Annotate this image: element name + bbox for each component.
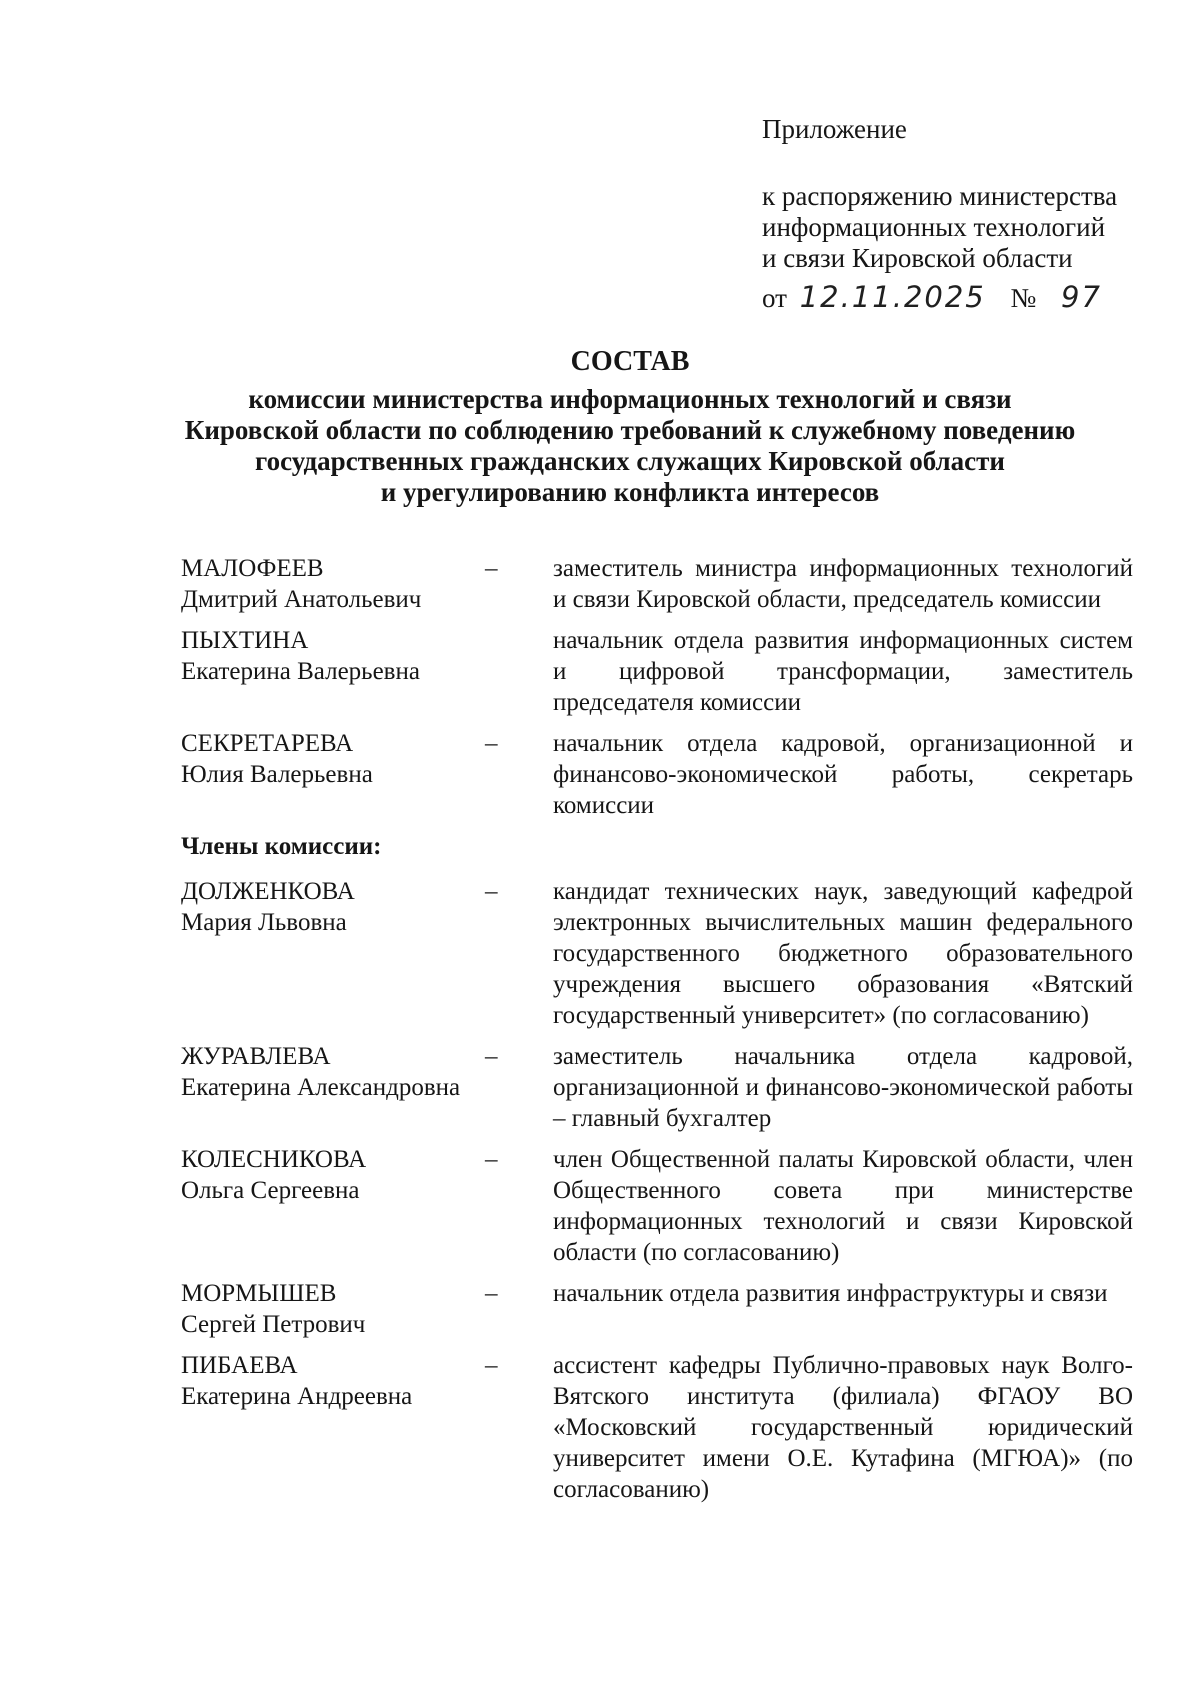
member-row [181,1350,1131,1505]
member-given-name: Сергей Петрович [181,1311,366,1338]
member-surname: ПЫХТИНА [181,627,309,654]
member-given-name: Мария Львовна [181,909,347,936]
dash-separator: – [485,1280,498,1307]
subtitle-line: и урегулированию конфликта интересов [380,477,880,507]
member-name [181,625,481,687]
member-surname: ЖУРАВЛЕВА [181,1043,331,1070]
member-given-name: Екатерина Андреевна [181,1383,413,1410]
handwritten-number: 97 [1061,280,1102,314]
member-name [181,1278,481,1340]
order-reference-line: к распоряжению министерства [762,181,1118,211]
member-row [181,876,1131,1031]
member-role: член Общественной палаты Кировской области, член Общественного совета при министерстве информационных технологий и связи Кировской области (по согласованию) [553,1146,1133,1266]
member-name [181,1350,481,1412]
from-label: от [762,283,787,313]
order-reference [762,181,1117,274]
document-subtitle [130,384,1130,508]
member-surname: ПИБАЕВА [181,1352,298,1379]
commission-list [181,553,1131,1515]
member-row [181,1278,1131,1340]
member-role: начальник отдела развития инфраструктуры и связи [553,1280,1108,1307]
appendix-heading: Приложение [762,114,907,144]
order-reference-line: информационных технологий [762,212,1106,242]
order-date-number [762,280,1102,315]
member-surname: КОЛЕСНИКОВА [181,1146,367,1173]
number-sign: № [1010,283,1037,313]
order-reference-line: и связи Кировской области [762,243,1073,273]
handwritten-date: 12.11.2025 [799,280,986,314]
member-given-name: Юлия Валерьевна [181,761,373,788]
member-name [181,1144,481,1206]
member-row [181,553,1131,615]
member-given-name: Екатерина Валерьевна [181,658,420,685]
member-role: ассистент кафедры Публично-правовых наук Волго-Вятского института (филиала) ФГАОУ ВО «Московский государственный юридический университет имени О.Е. Кутафина (МГЮА)» (по согласованию) [553,1352,1133,1503]
member-name [181,876,481,938]
subtitle-line: комиссии министерства информационных технологий и связи [248,384,1012,414]
member-surname: МАЛОФЕЕВ [181,555,324,582]
member-given-name: Ольга Сергеевна [181,1177,360,1204]
dash-separator: – [485,878,498,905]
document-title: СОСТАВ [570,346,690,377]
member-role: заместитель министра информационных технологий и связи Кировской области, председатель комиссии [553,555,1133,613]
member-given-name: Дмитрий Анатольевич [181,586,422,613]
member-row [181,625,1131,718]
member-row [181,1041,1131,1134]
member-surname: МОРМЫШЕВ [181,1280,337,1307]
member-surname: ДОЛЖЕНКОВА [181,878,355,905]
members-section-label: Члены комиссии: [181,833,382,860]
member-role: кандидат технических наук, заведующий кафедрой электронных вычислительных машин федерального государственного бюджетного образовательного учреждения высшего образования «Вятский государственный университет» (по согласованию) [553,878,1133,1029]
member-name [181,1041,481,1103]
member-row [181,1144,1131,1268]
member-row [181,728,1131,821]
dash-separator: – [485,555,498,582]
dash-separator: – [485,1146,498,1173]
subtitle-line: Кировской области по соблюдению требований к служебному поведению [184,415,1076,445]
dash-separator: – [485,730,498,757]
member-name [181,728,481,790]
member-name [181,553,481,615]
dash-separator: – [485,1352,498,1379]
member-role: заместитель начальника отдела кадровой, организационной и финансово-экономической работы – главный бухгалтер [553,1043,1133,1132]
member-role: начальник отдела развития информационных систем и цифровой трансформации, заместитель председателя комиссии [553,627,1133,716]
member-role: начальник отдела кадровой, организационной и финансово-экономической работы, секретарь комиссии [553,730,1133,819]
member-surname: СЕКРЕТАРЕВА [181,730,354,757]
dash-separator: – [485,1043,498,1070]
member-given-name: Екатерина Александровна [181,1074,461,1101]
subtitle-line: государственных гражданских служащих Кировской области [255,446,1005,476]
